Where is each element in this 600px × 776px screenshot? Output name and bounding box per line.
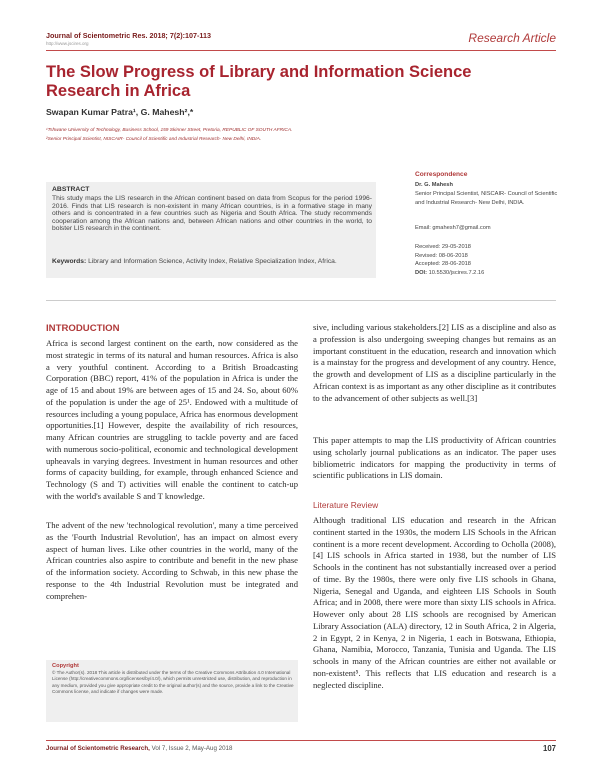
abstract-heading: ABSTRACT	[52, 186, 90, 193]
doi-label: DOI:	[415, 270, 428, 277]
correspondence-address: Senior Principal Scientist, NISCAIR- Council of Scientific and Industrial Research- New Delhi, INDIA.	[415, 191, 558, 206]
footer-divider	[46, 740, 556, 741]
paper-title: The Slow Progress of Library and Information Science Research in Africa	[46, 63, 472, 100]
doi-value: 10.5530/jscires.7.2.16	[428, 270, 485, 277]
journal-url[interactable]: http://www.jscires.org	[46, 41, 89, 46]
right-column-paragraph-1: sive, including various stakeholders.[2] LIS as a discipline and also as a profession is also undergoing sweeping changes but remains as an important constituent in the education, research and innovation which is a mainstay for the progress and development of any country. Hence, the growth and development of LIS as a discipline particularly in the African context is as important as any other discipline as it contributes to the advancement of other subjects as well.[3]	[313, 322, 556, 403]
footer-journal: Journal of Scientometric Research,	[46, 745, 150, 752]
footer-issue: Vol 7, Issue 2, May-Aug 2018	[149, 745, 233, 752]
abstract-text: This study maps the LIS research in the African continent based on data from Scopus for the period 1996-2016. Finds that LIS research is non-existent in many African countries, is in a formative stage in many others and is concentrated in a few countries such as Nigeria and South Africa. The study recommends cooperation among the African nations and, between African nations and other countries in the world, to bolster LIS research in the continent.	[52, 195, 372, 233]
author-list: Swapan Kumar Patra¹, G. Mahesh²,*	[46, 107, 194, 117]
accepted-date: Accepted: 28-06-2018	[415, 261, 471, 268]
copyright-text: © The Author(s). 2018 This article is distributed under the terms of the Creative Commons Attribution 4.0 International License (http://creativecommons.org/licenses/by/4.0/), which permits unrestricted use, distribution, and reproduction in any medium, provided you give appropriate credit to the original author(s) and the source, provide a link to the Creative Commons license, and indicate if changes were made.	[52, 670, 294, 694]
correspondence-email[interactable]: Email: gmahesh7@gmail.com	[415, 225, 491, 231]
keywords-label: Keywords:	[52, 258, 87, 265]
correspondence-heading: Correspondence	[415, 171, 468, 178]
header-divider	[46, 50, 556, 51]
copyright-heading: Copyright	[52, 663, 79, 669]
journal-citation: Journal of Scientometric Res. 2018; 7(2):107-113	[46, 31, 211, 40]
affiliation-2: ²Senior Principal Scientist, NISCAIR- Council of Scientific and Industrial Research- New Delhi, INDIA.	[46, 137, 262, 142]
right-column-paragraph-3: Although traditional LIS education and research in the African continent started in the 1930s, the modern LIS Schools in the African continent is a more recent development. According to Ocholla (2008),[4] LIS schools in Africa started in 1938, but the number of LIS Schools in the continent has not substantially increased over a period of time. By the 1980s, there were only five LIS schools in Ghana, Nigeria, Senegal and Uganda, and eighteen LIS Schools in South Africa; and in 2008, there were more than sixty LIS schools in Africa. However only about 28 LIS schools are recognised by American Library Association (ALA) directory, 12 in South Africa, 2 in Algeria, 2 in Egypt, 2 in Kenya, 2 in Nigeria, 1 each in Botswana, Ethiopia, Ghana, Namibia, Morocco, Tanzania, Tunisia and Uganda. The LIS schools in many of the African countries are either not available or non-existent⁵. This reflects that LIS education and research is a neglected discipline.	[313, 515, 556, 690]
received-date: Received: 29-05-2018	[415, 244, 471, 250]
page-number: 107	[542, 744, 556, 753]
left-column-paragraph-2: The advent of the new 'technological revolution', many a time perceived as the 'Fourth Industrial Revolution', has an impact on almost every aspect of human lives. Like other countries in the world, many of the African countries also aspire to contribute and benefit in the new phase of the information society. According to Schwab, in this new phase the response to the 4th Industrial Revolution must be integrated and comprehen-	[46, 520, 298, 601]
left-column-paragraph-1: Africa is second largest continent on the earth, now considered as the most strategic in terms of its natural and human resources. Africa is also a very youthful continent. According to a British Broadcasting Corporation (BBC) report, 41% of the population in Africa is under the age of 15 and about 19% are between ages of 15 and 24. So, about 60% of the population is under the age of 25¹. Endowed with a multitude of resources including a young populace, Africa has enormous development opportunities.[1] However, despite the availability of rich resources, many African countries are struggling to tackle poverty and are faced with numerous socio-political, economic and technological development upheavals in varying degrees. Investment in human resources and other forms of capacity building, for example, through enhanced Science and Technology (S and T) activities will enable the continent to catch-up with the world's available S and T knowledge.	[46, 338, 298, 501]
keywords	[52, 258, 372, 266]
footer-citation	[46, 745, 232, 752]
affiliation-1: ¹Tshwane University of Technology, Business School, 159 Skinner Street, Pretoria, REPUBLIC OF SOUTH AFRICA.	[46, 128, 293, 133]
correspondence-name: Dr. G. Mahesh	[415, 182, 453, 188]
body-divider	[46, 300, 556, 301]
right-column-paragraph-2: This paper attempts to map the LIS productivity of African countries using scholarly journal publications as an indicator. The paper uses bibliometric indicators for mapping the productivity in terms of scientific publications in LIS domain.	[313, 435, 556, 481]
revised-date: Revised: 08-06-2018	[415, 252, 468, 259]
literature-review-heading: Literature Review	[313, 500, 379, 510]
article-type: Research Article	[468, 31, 556, 45]
doi[interactable]	[415, 269, 565, 278]
keywords-text: Library and Information Science, Activity Index, Relative Specialization Index, Africa.	[88, 258, 337, 265]
article-dates	[415, 243, 565, 278]
introduction-heading: INTRODUCTION	[46, 323, 120, 334]
